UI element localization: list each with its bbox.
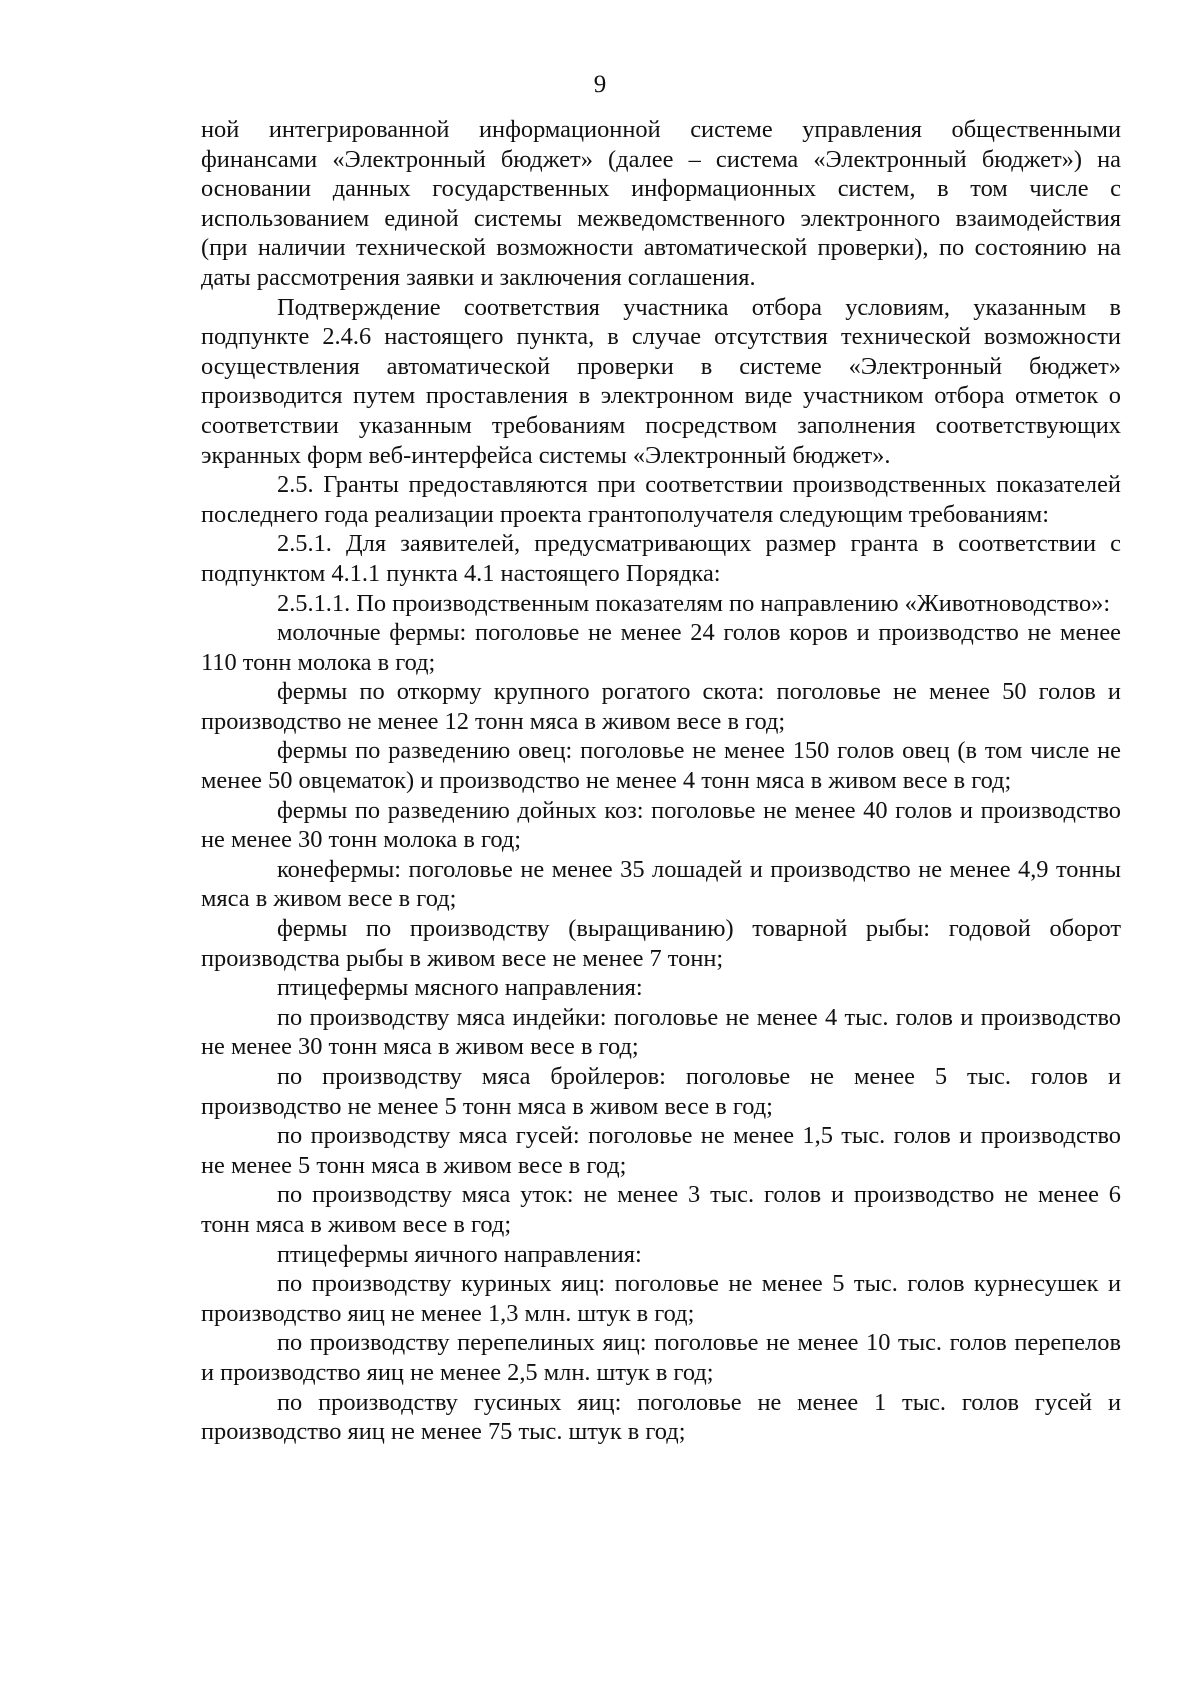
list-item-sheep-farms: фермы по разведению овец: поголовье не менее 150 голов овец (в том числе не менее 50 овцематок) и производство не менее 4 тонн мяса в живом весе в год; <box>201 737 1121 795</box>
paragraph-2-5-1-1: 2.5.1.1. По производственным показателям по направлению «Животноводство»: <box>277 589 1111 617</box>
list-item-broiler-meat: по производству мяса бройлеров: поголовье не менее 5 тыс. голов и производство не менее 5 тонн мяса в живом весе в год; <box>201 1063 1121 1120</box>
list-item-cattle-fattening: фермы по откорму крупного рогатого скота: поголовье не менее 50 голов и производство не менее 12 тонн мяса в живом весе в год; <box>201 678 1121 735</box>
list-item-chicken-eggs: по производству куриных яиц: поголовье не менее 5 тыс. голов курнесушек и производство яиц не менее 1,3 млн. штук в год; <box>201 1270 1121 1327</box>
paragraph-confirmation: Подтверждение соответствия участника отбора условиям, указанным в подпункте 2.4.6 настоящего пункта, в случае отсутствия технической возможности осуществления автоматической проверки в системе «Электронный бюджет» производится путем проставления в электронном виде участником отбора отметок о соответствии указанным требованиям посредством заполнения соответствующих экранных форм веб-интерфейса системы «Электронный бюджет». <box>201 293 1121 469</box>
list-item-quail-eggs: по производству перепелиных яиц: поголовье не менее 10 тыс. голов перепелов и производство яиц не менее 2,5 млн. штук в год; <box>201 1329 1121 1386</box>
list-item-goose-meat: по производству мяса гусей: поголовье не менее 1,5 тыс. голов и производство не менее 5 тонн мяса в живом весе в год; <box>201 1122 1121 1179</box>
list-item-fish-farms: фермы по производству (выращиванию) товарной рыбы: годовой оборот производства рыбы в живом весе не менее 7 тонн; <box>201 915 1121 972</box>
list-item-goat-farms: фермы по разведению дойных коз: поголовье не менее 40 голов и производство не менее 30 тонн молока в год; <box>201 796 1121 854</box>
paragraph-2-5: 2.5. Гранты предоставляются при соответствии производственных показателей последнего года реализации проекта грантополучателя следующим требованиям: <box>201 471 1121 528</box>
list-item-horse-farms: конефермы: поголовье не менее 35 лошадей и производство не менее 4,9 тонны мяса в живом весе в год; <box>201 855 1121 913</box>
document-body <box>201 115 1121 1447</box>
page-number: 9 <box>593 71 607 98</box>
list-item-goose-eggs: по производству гусиных яиц: поголовье не менее 1 тыс. голов гусей и производство яиц не менее 75 тыс. штук в год; <box>201 1388 1121 1446</box>
paragraph-continuation: ной интегрированной информационной системе управления общественными финансами «Электронный бюджет» (далее – система «Электронный бюджет») на основании данных государственных информационных систем, в том числе с использованием единой системы межведомственного электронного взаимодействия (при наличии технической возможности автоматической проверки), по состоянию на даты рассмотрения заявки и заключения соглашения. <box>201 116 1121 291</box>
list-item-dairy-farms: молочные фермы: поголовье не менее 24 голов коров и производство не менее 110 тонн молока в год; <box>201 619 1121 676</box>
list-item-turkey-meat: по производству мяса индейки: поголовье не менее 4 тыс. голов и производство не менее 30 тонн мяса в живом весе в год; <box>201 1003 1121 1061</box>
list-heading-meat-poultry: птицефермы мясного направления: <box>277 974 643 1002</box>
list-item-duck-meat: по производству мяса уток: не менее 3 тыс. голов и производство не менее 6 тонн мяса в живом весе в год; <box>201 1181 1121 1238</box>
paragraph-2-5-1: 2.5.1. Для заявителей, предусматривающих размер гранта в соответствии с подпунктом 4.1.1 пункта 4.1 настоящего Порядка: <box>201 530 1121 587</box>
list-heading-egg-poultry: птицефермы яичного направления: <box>277 1240 642 1268</box>
